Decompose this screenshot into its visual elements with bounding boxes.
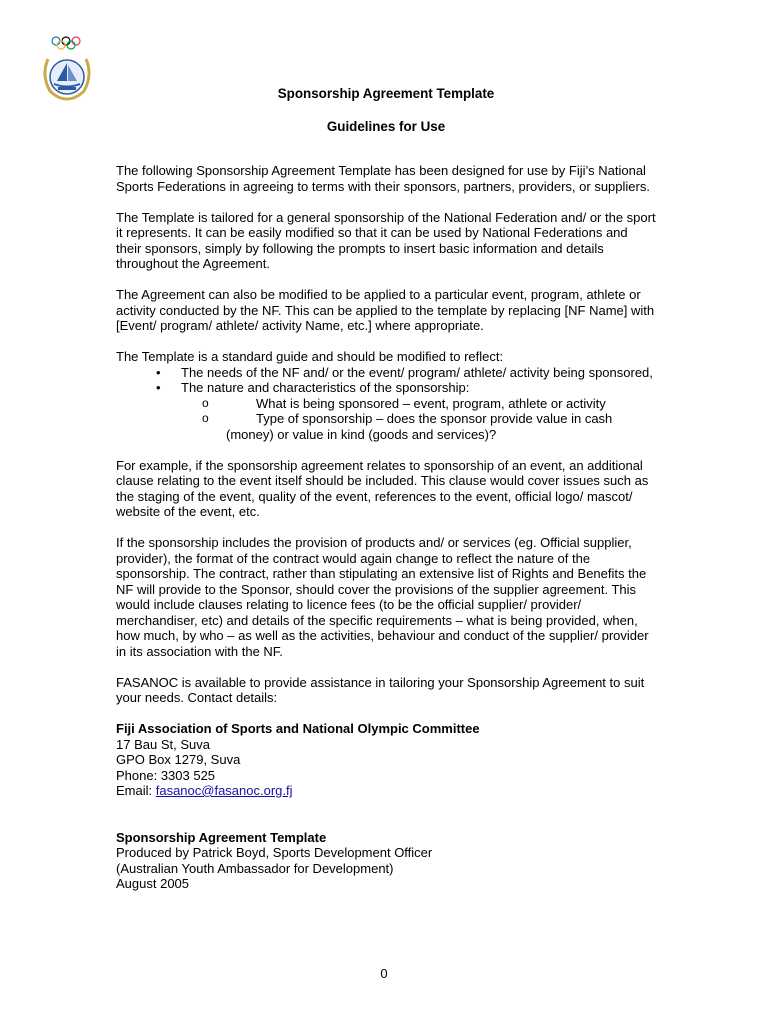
sub-bullet-mark: o bbox=[202, 411, 209, 425]
template-paragraph: The Template is tailored for a general sponsorship of the National Federation and/ or the sport it represents. It can be easily modified so that it can be used by National Federations and their sponsors, simply by following the prompts to insert basic information and details throughout the Agreement. bbox=[116, 209, 656, 271]
list-item bbox=[116, 365, 656, 381]
list-item bbox=[116, 380, 656, 396]
credits-block bbox=[116, 830, 656, 892]
sub-bullet-mark: o bbox=[202, 395, 209, 410]
supplier-paragraph: If the sponsorship includes the provision of products and/ or services (eg. Official supplier, provider), the format of the contract would again change to reflect the nature of the sponsorship. The contract, rather than stipulating an extensive list of Rights and Benefits the NF will provide to the Sponsor, should cover the provisions of the supplier agreement. This would include clauses relating to licence fees (to be the official supplier/ provider/ merchandiser, etc) and details of the specific requirements – what is being provided, when, how much, by who – as well as the activities, behaviour and conduct of the supplier/ provider in its association with the NF. bbox=[116, 535, 649, 659]
intro-paragraph: The following Sponsorship Agreement Template has been designed for use by Fiji’s National Sports Federations in agreeing to terms with their sponsors, partners, providers, or suppliers. bbox=[116, 163, 650, 194]
contact-email-line bbox=[116, 783, 656, 799]
contact-org: Fiji Association of Sports and National Olympic Committee bbox=[116, 721, 480, 736]
fasanoc-emblem-icon bbox=[38, 35, 96, 101]
credits-line-3: August 2005 bbox=[116, 876, 190, 891]
list-item-text: The nature and characteristics of the sponsorship: bbox=[181, 380, 470, 395]
document-page bbox=[116, 84, 656, 892]
contact-email-label: Email: bbox=[116, 783, 156, 798]
bullet-list bbox=[116, 365, 656, 396]
list-item bbox=[116, 396, 656, 412]
modify-paragraph: The Template is a standard guide and should be modified to reflect: bbox=[116, 349, 504, 364]
list-item-text: What is being sponsored – event, program, athlete or activity bbox=[256, 395, 606, 411]
sub-bullet-list bbox=[116, 396, 656, 443]
credits-line-2: (Australian Youth Ambassador for Development) bbox=[116, 860, 394, 876]
document-subtitle: Guidelines for Use bbox=[326, 118, 446, 134]
list-item bbox=[116, 411, 656, 442]
fasanoc-logo bbox=[38, 35, 96, 101]
bullet-mark: • bbox=[156, 364, 161, 380]
list-item-text: The needs of the NF and/ or the event/ program/ athlete/ activity being sponsored, bbox=[181, 364, 653, 380]
agreement-paragraph: The Agreement can also be modified to be applied to a particular event, program, athlete or activity conducted by the NF. This can be applied to the template by replacing [NF Name] with [Event/ program/ athlete/ activity Name, etc.] where appropriate. bbox=[116, 287, 655, 333]
contact-address-2: GPO Box 1279, Suva bbox=[116, 752, 241, 767]
contact-phone: Phone: 3303 525 bbox=[116, 767, 216, 783]
credits-heading: Sponsorship Agreement Template bbox=[116, 829, 327, 845]
contact-address-1: 17 Bau St, Suva bbox=[116, 736, 210, 752]
credits-line-1: Produced by Patrick Boyd, Sports Development Officer bbox=[116, 845, 433, 860]
example-paragraph: For example, if the sponsorship agreement relates to sponsorship of an event, an additional clause relating to the event itself should be included. This clause would cover issues such as the staging of the event, quality of the event, references to the event, official logo/ mascot/ website of the event, etc. bbox=[116, 457, 649, 519]
contact-email-link[interactable]: fasanoc@fasanoc.org.fj bbox=[155, 783, 293, 798]
document-title: Sponsorship Agreement Template bbox=[277, 86, 495, 101]
page-number: 0 bbox=[380, 966, 388, 981]
list-item-text: Type of sponsorship – does the sponsor provide value in cash (money) or value in kind (goods and services)? bbox=[226, 411, 613, 442]
bullet-mark: • bbox=[156, 380, 161, 395]
contact-paragraph: FASANOC is available to provide assistance in tailoring your Sponsorship Agreement to suit your needs. Contact details: bbox=[116, 674, 645, 705]
contact-block bbox=[116, 721, 656, 799]
